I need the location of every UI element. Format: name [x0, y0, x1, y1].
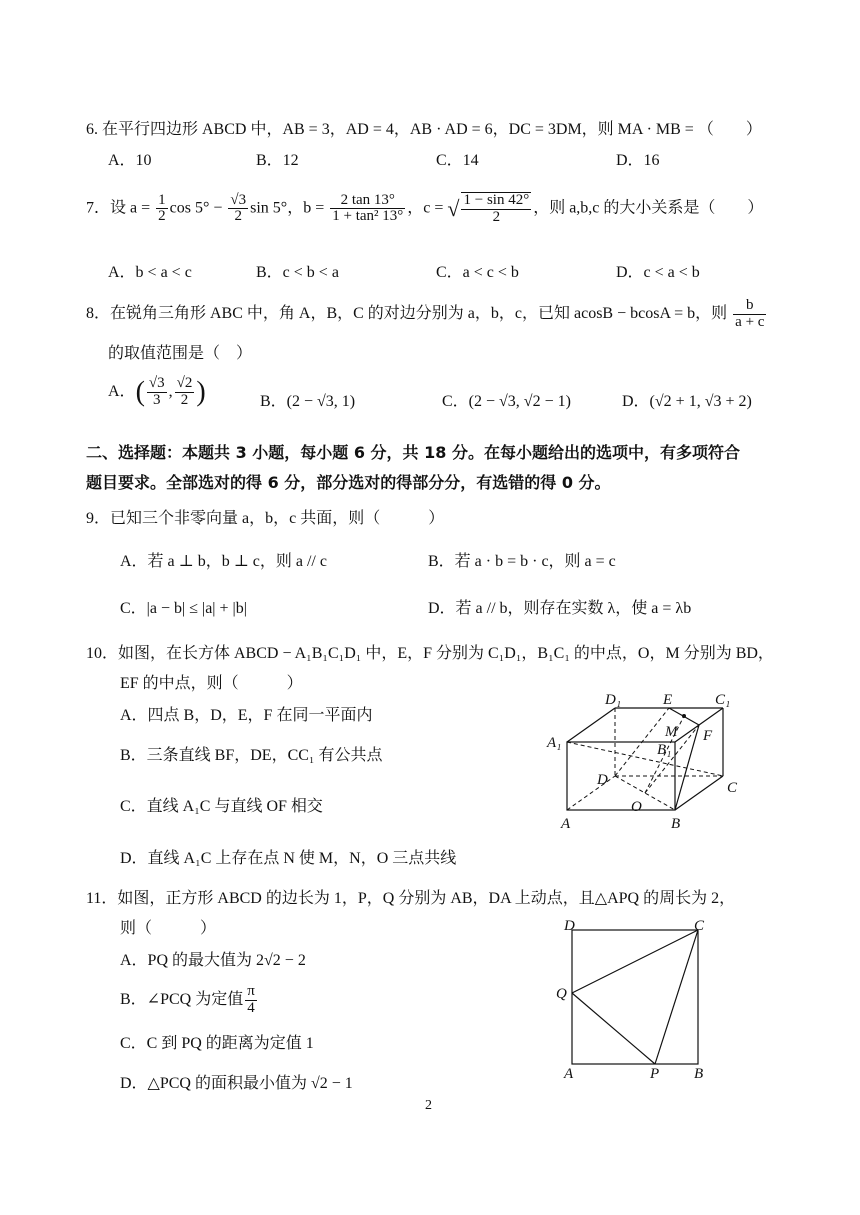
q10-option-c: C．直线 A₁C 与直线 OF 相交 — [120, 798, 323, 815]
label-b: B — [671, 816, 681, 832]
page-number: 2 — [425, 1098, 432, 1113]
square-abcd — [572, 930, 698, 1064]
q10-option-a: A．四点 B，D，E，F 在同一平面内 — [120, 707, 373, 724]
label-c: C — [727, 780, 738, 796]
q11-option-d: D．△PCQ 的面积最小值为 √2 − 1 — [120, 1075, 353, 1092]
q11-option-b: B．∠PCQ 为定值 $\frac{\pi}{4}$ — [120, 983, 255, 1016]
label-a1: A₁ — [547, 735, 562, 751]
q10-stem-2: EF 的中点，则（ ） — [120, 675, 303, 692]
q6-option-c: C．14 — [436, 152, 479, 169]
section-2-heading-line-2: 题目要求。全部选对的得 6 分，部分选对的得部分分，有选错的得 0 分。 — [86, 473, 611, 492]
q11-stem-2: 则（ ） — [120, 920, 217, 937]
q6-option-a: A．10 — [108, 152, 152, 169]
q10-stem: 10．如图，在长方体 ABCD − A₁B₁C₁D₁ 中，E，F 分别为 C₁D₁，B₁C₁ 的中点，O，M 分别为 BD， — [86, 645, 774, 662]
q7-option-b: B．c < b < a — [256, 264, 339, 281]
label-b1: B₁ — [657, 742, 672, 758]
label-a: A — [564, 1066, 574, 1082]
q8-option-b: B．(2 − √3, 1) — [260, 393, 356, 410]
q10-option-d: D．直线 A₁C 上存在点 N 使 M，N，O 三点共线 — [120, 850, 457, 867]
q9-stem: 9．已知三个非零向量 a，b，c 共面，则（ ） — [86, 510, 445, 527]
q9-option-b: B．若 a · b = b · c，则 a = c — [428, 553, 616, 570]
q6-option-b: B．12 — [256, 152, 299, 169]
label-d1: D₁ — [605, 692, 622, 708]
q8-stem-2: 的取值范围是（ ） — [108, 345, 253, 362]
q9-option-c: C．|a − b| ≤ |a| + |b| — [120, 600, 247, 617]
q7-b-fraction: $\frac{2 \tan 13^\circ}{\text{1 + tan² 13°}}$ — [332, 191, 404, 225]
label-a: A — [561, 816, 571, 832]
q11-option-c: C．C 到 PQ 的距离为定值 1 — [120, 1035, 314, 1052]
q8-option-a: A．( $\frac{√3}{3}$ , $\frac{√2}{2}$ ) — [108, 375, 206, 408]
label-d: D — [564, 918, 575, 934]
label-d: D — [597, 772, 608, 788]
square-figure — [552, 918, 727, 1083]
label-e: E — [663, 692, 673, 708]
label-c1: C₁ — [715, 692, 731, 708]
q9-option-d: D．若 a // b，则存在实数 λ，使 a = λb — [428, 600, 692, 617]
q7-option-c: C．a < c < b — [436, 264, 519, 281]
label-q: Q — [556, 986, 567, 1002]
point-m — [682, 714, 686, 718]
label-f: F — [703, 728, 713, 744]
q10-option-b: B．三条直线 BF，DE，CC₁ 有公共点 — [120, 747, 383, 764]
section-2-heading-line-1: 二、选择题：本题共 3 小题，每小题 6 分，共 18 分。在每小题给出的选项中，有多项符合 — [86, 443, 740, 462]
q9-option-a: A．若 a ⊥ b，b ⊥ c，则 a // c — [120, 553, 327, 570]
q7-option-d: D．c < a < b — [616, 264, 700, 281]
label-p: P — [650, 1066, 660, 1082]
q7-option-a: A．b < a < c — [108, 264, 192, 281]
q8-option-d: D．(√2 + 1, √3 + 2) — [622, 393, 752, 410]
label-o: O — [631, 799, 642, 815]
q11-option-a: A．PQ 的最大值为 2√2 − 2 — [120, 952, 306, 969]
label-b: B — [694, 1066, 704, 1082]
q11-stem: 11．如图，正方形 ABCD 的边长为 1，P，Q 分别为 AB，DA 上动点，且△APQ 的周长为 2， — [86, 890, 736, 907]
q8-stem: 8．在锐角三角形 ABC 中，角 A，B，C 的对边分别为 a，b，c，已知 acosB − bcosA = b，则 $\frac{b}{a + c}$ — [86, 297, 765, 330]
q8-option-c: C．(2 − √3, √2 − 1) — [442, 393, 571, 410]
cuboid-figure — [545, 692, 750, 832]
label-m: M — [665, 724, 678, 740]
label-c: C — [694, 918, 705, 934]
q7-stem: 7．设 a = $\frac{1}{2}$ cos 5° − $\frac{√3}{2}$ sin 5°，b = $\frac{2 \tan 13^\circ}{\text{1 + tan² 13°}}$ ，c = √ $\frac{1 - \sin 42^\circ}{2}$ ，则 a,b,c 的大小关系是（ ） — [86, 191, 764, 225]
q6-stem: 6. 在平行四边形 ABCD 中，AB = 3，AD = 4，AB · AD = 6，DC = 3DM，则 MA · MB = （ ） — [86, 121, 762, 138]
q6-option-d: D．16 — [616, 152, 660, 169]
